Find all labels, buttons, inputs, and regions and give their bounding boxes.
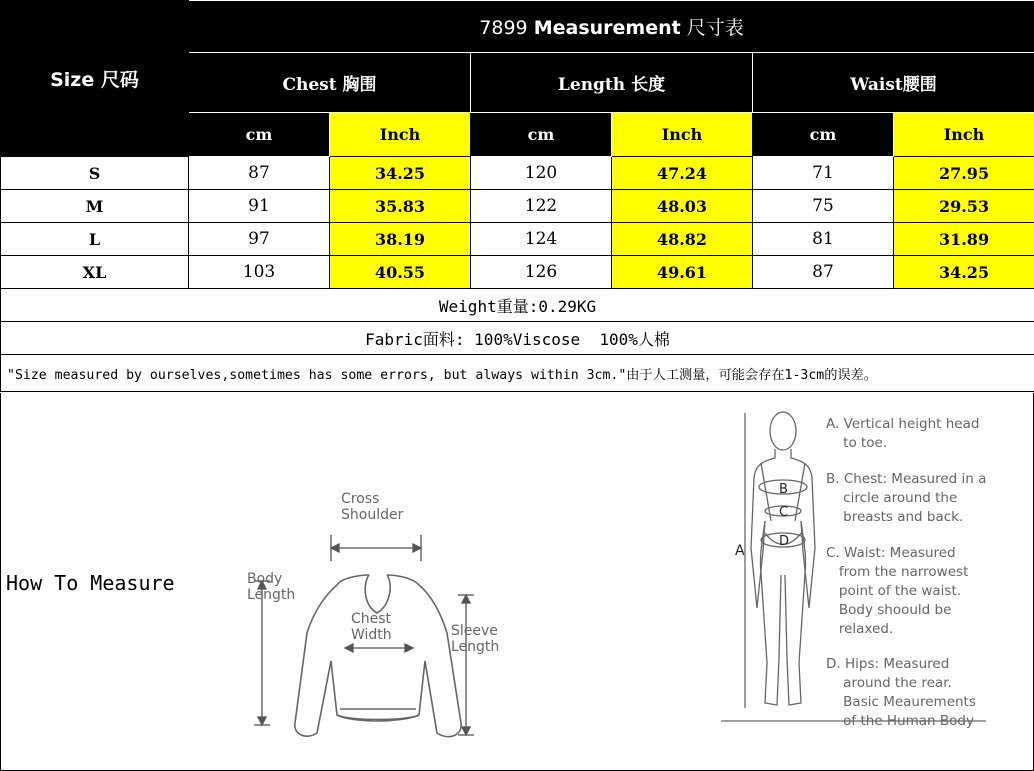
body-length-label: Length [247,587,296,603]
body-length-label: Body [247,571,283,587]
table-title: 7899 Measurement 尺寸表 [189,1,1034,53]
mark-a: A [735,543,745,559]
table-row [1,157,1034,190]
length-cm-header: cm [471,113,612,157]
note-line: Basic Meaurements [826,694,976,710]
waist-cm-header: cm [753,113,894,157]
waist-group-header: Waist腰围 [753,53,1034,113]
length-cm-cell: 126 [471,256,612,289]
size-cell: S [1,157,189,190]
note-line: point of the waist. [826,583,962,599]
waist-cm-cell: 87 [753,256,894,289]
waist-inch-cell: 29.53 [894,190,1034,223]
length-inch-header: Inch [612,113,753,157]
cross-shoulder-label: Cross [341,491,380,507]
note-line: circle around the [826,490,958,506]
note-line: from the narrowest [826,564,969,580]
length-inch-cell: 48.82 [612,223,753,256]
chest-cm-cell: 97 [189,223,330,256]
waist-cm-cell: 81 [753,223,894,256]
how-to-measure-section [0,393,1034,771]
human-body-diagram [721,403,1021,733]
fabric-row: Fabric面料: 100%Viscose 100%人棉 [1,322,1034,355]
length-group-header: Length 长度 [471,53,753,113]
chest-group-header: Chest 胸围 [189,53,471,113]
waist-inch-cell: 34.25 [894,256,1034,289]
note-line: A. Vertical height head [826,416,980,432]
length-cm-cell: 124 [471,223,612,256]
chest-width-label: Chest [351,611,392,627]
waist-inch-cell: 31.89 [894,223,1034,256]
note-line: of the Human Body [826,713,974,729]
chest-cm-header: cm [189,113,330,157]
waist-inch-header: Inch [894,113,1034,157]
length-inch-cell: 48.03 [612,190,753,223]
note-line: to toe. [826,435,888,451]
chest-cm-cell: 103 [189,256,330,289]
cross-shoulder-label: Shoulder [341,507,404,523]
length-cm-cell: 120 [471,157,612,190]
note-line: Body shoould be [826,602,952,618]
chest-inch-header: Inch [330,113,471,157]
waist-inch-cell: 27.95 [894,157,1034,190]
note-line: C. Waist: Measured [826,545,956,561]
chest-inch-cell: 40.55 [330,256,471,289]
how-to-measure-label: How To Measure [6,571,175,595]
note-line: relaxed. [826,621,894,637]
size-cell: XL [1,256,189,289]
sweater-outline [295,575,461,737]
length-inch-cell: 49.61 [612,256,753,289]
note-line: D. Hips: Measured [826,656,950,672]
table-row [1,223,1034,256]
note-line: around the rear. [826,675,952,691]
length-inch-cell: 47.24 [612,157,753,190]
size-cell: L [1,223,189,256]
weight-row: Weight重量:0.29KG [1,289,1034,322]
sweater-diagram [241,453,521,748]
chest-inch-cell: 34.25 [330,157,471,190]
table-row [1,190,1034,223]
chest-cm-cell: 91 [189,190,330,223]
sleeve-length-label: Length [451,639,500,655]
measurement-note: "Size measured by ourselves,sometimes has some errors, but always within 3cm."由于人工测量，可能会存在1-3cm的误差。 [1,355,1034,392]
length-cm-cell: 122 [471,190,612,223]
chest-cm-cell: 87 [189,157,330,190]
chest-inch-cell: 35.83 [330,190,471,223]
note-line: breasts and back. [826,509,964,525]
chest-inch-cell: 38.19 [330,223,471,256]
mark-b: B [779,482,788,497]
mark-d: D [779,534,790,549]
waist-cm-cell: 75 [753,190,894,223]
size-cell: M [1,190,189,223]
size-header: Size 尺码 [1,1,189,157]
note-line: B. Chest: Measured in a [826,471,987,487]
body-notes [826,416,986,729]
chest-width-label: Width [351,627,392,643]
mark-c: C [779,505,789,520]
waist-cm-cell: 71 [753,157,894,190]
table-row [1,256,1034,289]
sleeve-length-label: Sleeve [451,623,498,639]
